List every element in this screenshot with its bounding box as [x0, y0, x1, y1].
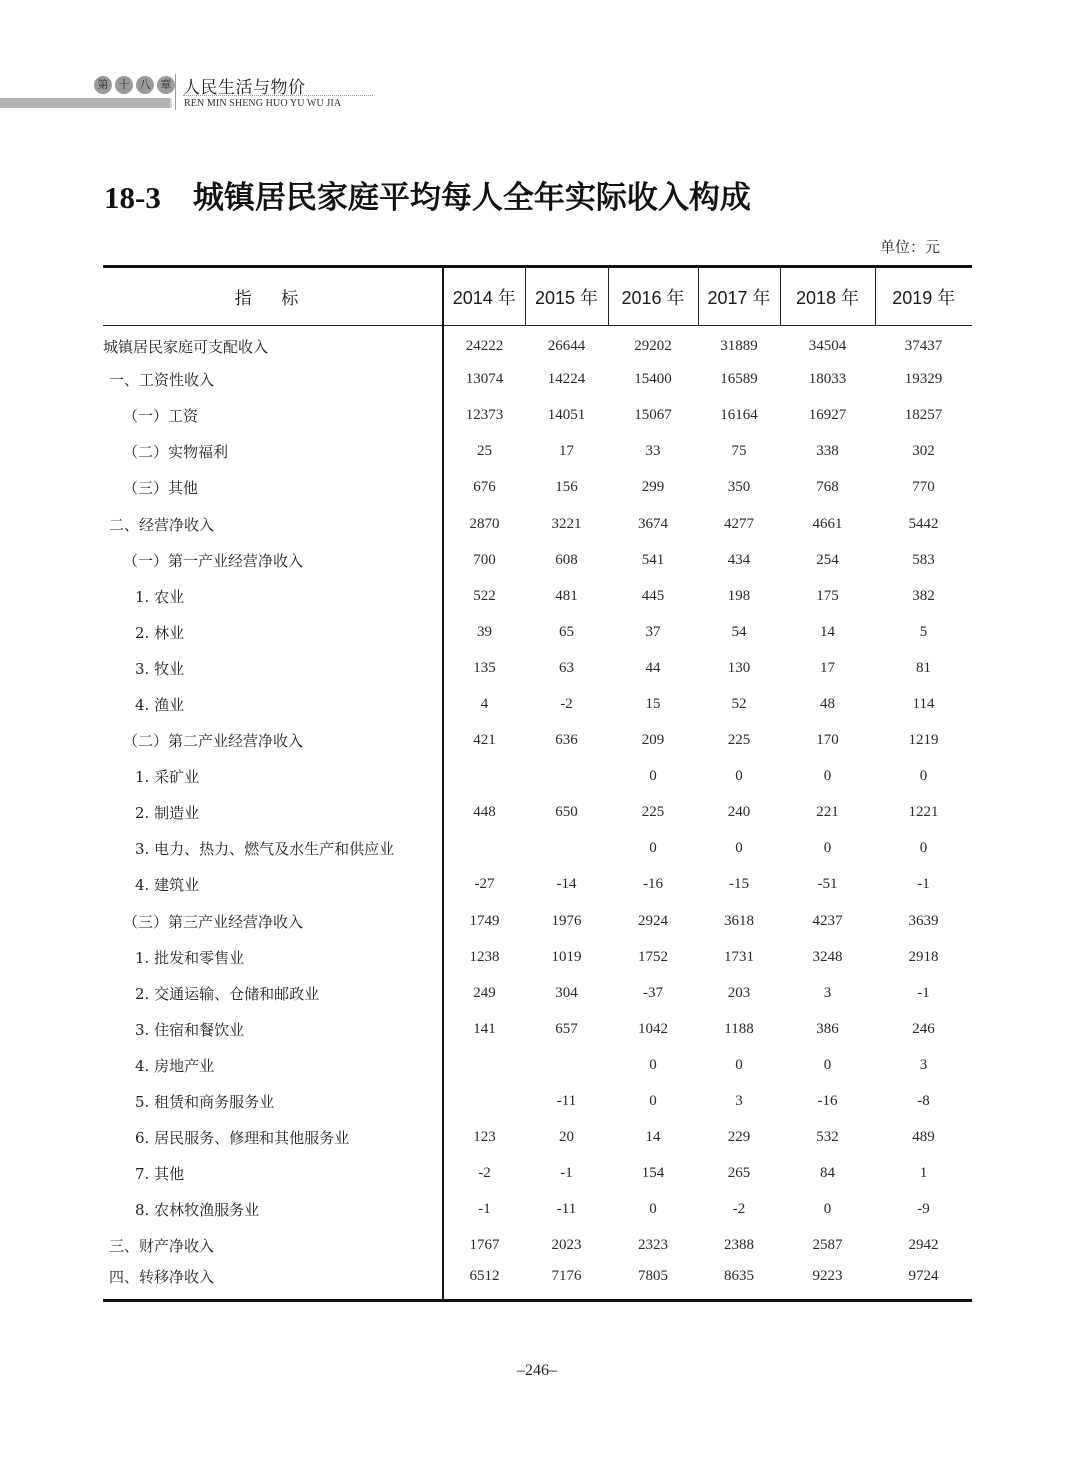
cell-value: 4237 — [812, 912, 843, 929]
cell-value: 1752 — [638, 948, 668, 965]
cell-value: 1731 — [724, 948, 754, 965]
cell-value: 1042 — [638, 1020, 668, 1037]
cell-value: 532 — [816, 1129, 839, 1146]
cell-value: 209 — [641, 732, 665, 749]
cell-value — [443, 1047, 525, 1083]
cell-value: 3221 — [551, 515, 582, 532]
cell-value: 9724 — [875, 1264, 972, 1300]
cell-value: -2 — [560, 695, 573, 712]
cell-value: 221 — [816, 804, 839, 821]
cell-value — [525, 1047, 608, 1083]
chapter-pinyin: REN MIN SHENG HUO YU WU JIA — [184, 98, 342, 109]
row-label: 1. 采矿业 — [103, 759, 443, 795]
table-row — [103, 434, 972, 470]
cell-value: 114 — [912, 695, 935, 712]
cell-value: 0 — [823, 768, 832, 785]
cell-value: 16927 — [808, 407, 847, 424]
table-row — [103, 723, 972, 759]
row-label: 3. 住宿和餐饮业 — [103, 1011, 443, 1047]
row-label: 3. 牧业 — [103, 650, 443, 686]
cell-value: 5 — [919, 623, 928, 640]
cell-value: 141 — [473, 1020, 496, 1037]
cell-value: 2388 — [724, 1237, 754, 1254]
table-row — [103, 650, 972, 686]
cell-value: 350 — [727, 479, 751, 496]
column-header-indicator: 指 标 — [103, 267, 443, 326]
cell-value: 31889 — [720, 338, 758, 355]
table-row — [103, 1083, 972, 1119]
cell-value: 445 — [641, 587, 665, 604]
table-row — [103, 326, 972, 362]
header-divider — [175, 74, 176, 110]
row-label: （二）实物福利 — [103, 434, 443, 470]
row-label: 7. 其他 — [103, 1156, 443, 1192]
cell-value: 15 — [645, 695, 661, 712]
table-row — [103, 903, 972, 939]
cell-value: -1 — [560, 1165, 573, 1182]
cell-value: 17 — [820, 659, 835, 676]
table-row — [103, 939, 972, 975]
row-label: 城镇居民家庭可支配收入 — [103, 326, 443, 362]
table-row — [103, 1228, 972, 1264]
header-dotted-rule — [183, 95, 373, 96]
cell-value: 25 — [477, 443, 492, 460]
cell-value: 14224 — [547, 371, 586, 388]
cell-value: 170 — [816, 732, 839, 749]
cell-value: 768 — [816, 479, 839, 496]
cell-value: 522 — [473, 587, 496, 604]
cell-value: 7805 — [608, 1264, 698, 1300]
cell-value: -1 — [478, 1201, 491, 1218]
row-label: 4. 建筑业 — [103, 867, 443, 903]
cell-value — [443, 831, 525, 867]
cell-value: -8 — [917, 1093, 930, 1110]
cell-value: 0 — [649, 840, 657, 857]
cell-value: 15400 — [634, 371, 672, 388]
cell-value: 0 — [735, 1056, 743, 1073]
row-label: 6. 居民服务、修理和其他服务业 — [103, 1120, 443, 1156]
unit-label: 单位：元 — [879, 238, 940, 256]
cell-value: -1 — [917, 984, 930, 1001]
cell-value — [443, 759, 525, 795]
cell-value: 16164 — [720, 407, 758, 424]
header-gray-bar — [0, 98, 172, 108]
table-row — [103, 795, 972, 831]
cell-value: 156 — [555, 479, 578, 496]
cell-value: 3 — [735, 1093, 743, 1110]
row-label: 二、经营净收入 — [103, 506, 443, 542]
table-header-row — [103, 267, 972, 326]
chapter-title: 人民生活与物价 — [183, 78, 306, 98]
cell-value: 65 — [559, 623, 574, 640]
cell-value: -9 — [917, 1201, 930, 1218]
cell-value: 203 — [727, 984, 751, 1001]
cell-value: 0 — [919, 768, 928, 785]
row-label: 3. 电力、热力、燃气及水生产和供应业 — [103, 831, 443, 867]
table-row — [103, 542, 972, 578]
cell-value: -51 — [817, 876, 838, 893]
cell-value: 225 — [641, 804, 665, 821]
cell-value: -16 — [817, 1093, 838, 1110]
cell-value: 14 — [820, 623, 835, 640]
cell-value: 63 — [559, 659, 574, 676]
table-row — [103, 831, 972, 867]
cell-value: 0 — [735, 768, 743, 785]
table-number: 18-3 — [104, 180, 161, 215]
cell-value: 3639 — [908, 912, 939, 929]
cell-value: 299 — [641, 479, 665, 496]
row-label: （三）第三产业经营净收入 — [103, 903, 443, 939]
cell-value: 52 — [731, 695, 747, 712]
page-title — [104, 172, 751, 217]
cell-value: 1 — [919, 1165, 928, 1182]
cell-value: 657 — [555, 1020, 578, 1037]
column-header-year: 2014 年 — [443, 267, 525, 326]
cell-value: 2587 — [812, 1237, 843, 1254]
table-row — [103, 578, 972, 614]
cell-value: 3 — [919, 1056, 928, 1073]
cell-value: 1976 — [551, 912, 582, 929]
table-title-text: 城镇居民家庭平均每人全年实际收入构成 — [192, 180, 751, 216]
cell-value: 130 — [727, 659, 751, 676]
cell-value — [525, 759, 608, 795]
table-row — [103, 1264, 972, 1300]
cell-value: 2942 — [908, 1237, 939, 1254]
cell-value: 9223 — [780, 1264, 875, 1300]
cell-value: 81 — [916, 659, 931, 676]
row-label: 四、转移净收入 — [103, 1264, 443, 1300]
cell-value: 54 — [731, 623, 747, 640]
cell-value: 481 — [555, 587, 578, 604]
chapter-badge — [94, 76, 175, 94]
cell-value: 7176 — [525, 1264, 608, 1300]
cell-value: 225 — [727, 732, 751, 749]
cell-value: 4277 — [724, 515, 754, 532]
row-label: 1. 农业 — [103, 578, 443, 614]
cell-value: 650 — [555, 804, 578, 821]
row-label: 三、财产净收入 — [103, 1228, 443, 1264]
cell-value: 0 — [735, 840, 743, 857]
cell-value: 3248 — [812, 948, 843, 965]
row-label: 2. 交通运输、仓储和邮政业 — [103, 975, 443, 1011]
cell-value: 265 — [727, 1165, 751, 1182]
cell-value: -37 — [643, 984, 663, 1001]
row-label: 1. 批发和零售业 — [103, 939, 443, 975]
cell-value: 37 — [645, 623, 661, 640]
table-row — [103, 686, 972, 722]
cell-value: 2918 — [908, 948, 939, 965]
row-label: （二）第二产业经营净收入 — [103, 723, 443, 759]
cell-value: 8635 — [698, 1264, 780, 1300]
cell-value: 34504 — [808, 338, 847, 355]
cell-value: 39 — [477, 623, 492, 640]
page-number: –246– — [517, 1362, 557, 1379]
cell-value: 1219 — [908, 732, 939, 749]
cell-value: 229 — [727, 1129, 751, 1146]
cell-value: 14051 — [547, 407, 586, 424]
cell-value: 26644 — [547, 338, 586, 355]
cell-value: 154 — [641, 1165, 665, 1182]
chapter-char: 十 — [115, 76, 133, 94]
row-label: 4. 渔业 — [103, 686, 443, 722]
cell-value: 37437 — [904, 338, 943, 355]
cell-value: 44 — [645, 659, 661, 676]
cell-value: 240 — [727, 804, 751, 821]
row-label: 4. 房地产业 — [103, 1047, 443, 1083]
column-header-year: 2019 年 — [875, 267, 972, 326]
cell-value: 84 — [820, 1165, 835, 1182]
cell-value: 123 — [473, 1129, 496, 1146]
chapter-char: 第 — [94, 76, 112, 94]
cell-value: 676 — [473, 479, 496, 496]
cell-value: -11 — [556, 1093, 577, 1110]
cell-value: 1238 — [469, 948, 500, 965]
cell-value: 20 — [559, 1129, 574, 1146]
cell-value: 583 — [912, 551, 935, 568]
cell-value: 254 — [816, 551, 839, 568]
table-row — [103, 398, 972, 434]
row-label: 8. 农林牧渔服务业 — [103, 1192, 443, 1228]
cell-value: 249 — [473, 984, 496, 1001]
cell-value: 75 — [731, 443, 747, 460]
table-row — [103, 1047, 972, 1083]
income-table — [103, 265, 972, 1302]
cell-value: -27 — [474, 876, 495, 893]
cell-value: 1019 — [551, 948, 582, 965]
cell-value: 448 — [473, 804, 496, 821]
cell-value: -2 — [732, 1201, 746, 1218]
cell-value: 0 — [649, 1093, 657, 1110]
table-row — [103, 614, 972, 650]
cell-value: 0 — [823, 1056, 832, 1073]
cell-value: 338 — [816, 443, 839, 460]
cell-value — [525, 831, 608, 867]
cell-value: 304 — [555, 984, 578, 1001]
cell-value: 4 — [480, 695, 489, 712]
cell-value: 434 — [727, 551, 751, 568]
cell-value: 608 — [555, 551, 578, 568]
cell-value: 24222 — [465, 338, 504, 355]
table-row — [103, 1192, 972, 1228]
cell-value: 246 — [912, 1020, 935, 1037]
cell-value: 2323 — [638, 1237, 668, 1254]
cell-value: 13074 — [465, 371, 504, 388]
cell-value: 17 — [559, 443, 574, 460]
cell-value — [443, 1083, 525, 1119]
cell-value: 33 — [645, 443, 661, 460]
cell-value: 421 — [473, 732, 496, 749]
cell-value: -16 — [643, 876, 663, 893]
cell-value: 48 — [820, 695, 835, 712]
row-label: 一、工资性收入 — [103, 362, 443, 398]
cell-value: -15 — [729, 876, 749, 893]
chapter-char: 八 — [136, 76, 154, 94]
cell-value: 15067 — [634, 407, 672, 424]
cell-value: -14 — [556, 876, 577, 893]
cell-value: 16589 — [720, 371, 758, 388]
cell-value: -1 — [917, 876, 930, 893]
cell-value: 0 — [649, 768, 657, 785]
column-header-year: 2018 年 — [780, 267, 875, 326]
cell-value: 2924 — [638, 912, 668, 929]
cell-value: 29202 — [634, 338, 672, 355]
cell-value: 3618 — [724, 912, 754, 929]
cell-value: 6512 — [443, 1264, 525, 1300]
row-label: 5. 租赁和商务服务业 — [103, 1083, 443, 1119]
cell-value: 489 — [912, 1129, 935, 1146]
table-row — [103, 759, 972, 795]
cell-value: 19329 — [904, 371, 943, 388]
cell-value: 0 — [649, 1056, 657, 1073]
cell-value: 1221 — [908, 804, 939, 821]
cell-value: 541 — [641, 551, 665, 568]
row-label: （一）第一产业经营净收入 — [103, 542, 443, 578]
cell-value: 18257 — [904, 407, 943, 424]
cell-value: -11 — [556, 1201, 577, 1218]
header-bar-end — [170, 98, 172, 108]
cell-value: 770 — [912, 479, 935, 496]
cell-value: 1767 — [469, 1237, 500, 1254]
cell-value: -2 — [478, 1165, 491, 1182]
chapter-char: 章 — [157, 76, 175, 94]
column-header-year: 2017 年 — [698, 267, 780, 326]
cell-value: 636 — [555, 732, 578, 749]
column-header-year: 2016 年 — [608, 267, 698, 326]
cell-value: 2870 — [469, 515, 500, 532]
table-row — [103, 1120, 972, 1156]
row-label: （三）其他 — [103, 470, 443, 506]
cell-value: 14 — [645, 1129, 661, 1146]
cell-value: 302 — [912, 443, 935, 460]
cell-value: 18033 — [808, 371, 847, 388]
cell-value: 198 — [727, 587, 751, 604]
cell-value: 175 — [816, 587, 839, 604]
cell-value: 5442 — [908, 515, 939, 532]
cell-value: 3674 — [638, 515, 668, 532]
row-label: 2. 林业 — [103, 614, 443, 650]
cell-value: 0 — [919, 840, 928, 857]
cell-value: 12373 — [465, 407, 504, 424]
table-row — [103, 975, 972, 1011]
cell-value: 386 — [816, 1020, 839, 1037]
cell-value: 0 — [823, 840, 832, 857]
cell-value: 0 — [823, 1201, 832, 1218]
cell-value: 1749 — [469, 912, 500, 929]
cell-value: 3 — [823, 984, 832, 1001]
row-label: 2. 制造业 — [103, 795, 443, 831]
cell-value: 2023 — [551, 1237, 582, 1254]
table-row — [103, 1011, 972, 1047]
table-row — [103, 506, 972, 542]
table-row — [103, 1156, 972, 1192]
cell-value: 135 — [473, 659, 496, 676]
row-label: （一）工资 — [103, 398, 443, 434]
cell-value: 382 — [912, 587, 935, 604]
cell-value: 0 — [649, 1201, 657, 1218]
cell-value: 1188 — [724, 1020, 754, 1037]
cell-value: 4661 — [812, 515, 843, 532]
column-header-year: 2015 年 — [525, 267, 608, 326]
cell-value: 700 — [473, 551, 496, 568]
table-row — [103, 867, 972, 903]
table-row — [103, 470, 972, 506]
table-row — [103, 362, 972, 398]
